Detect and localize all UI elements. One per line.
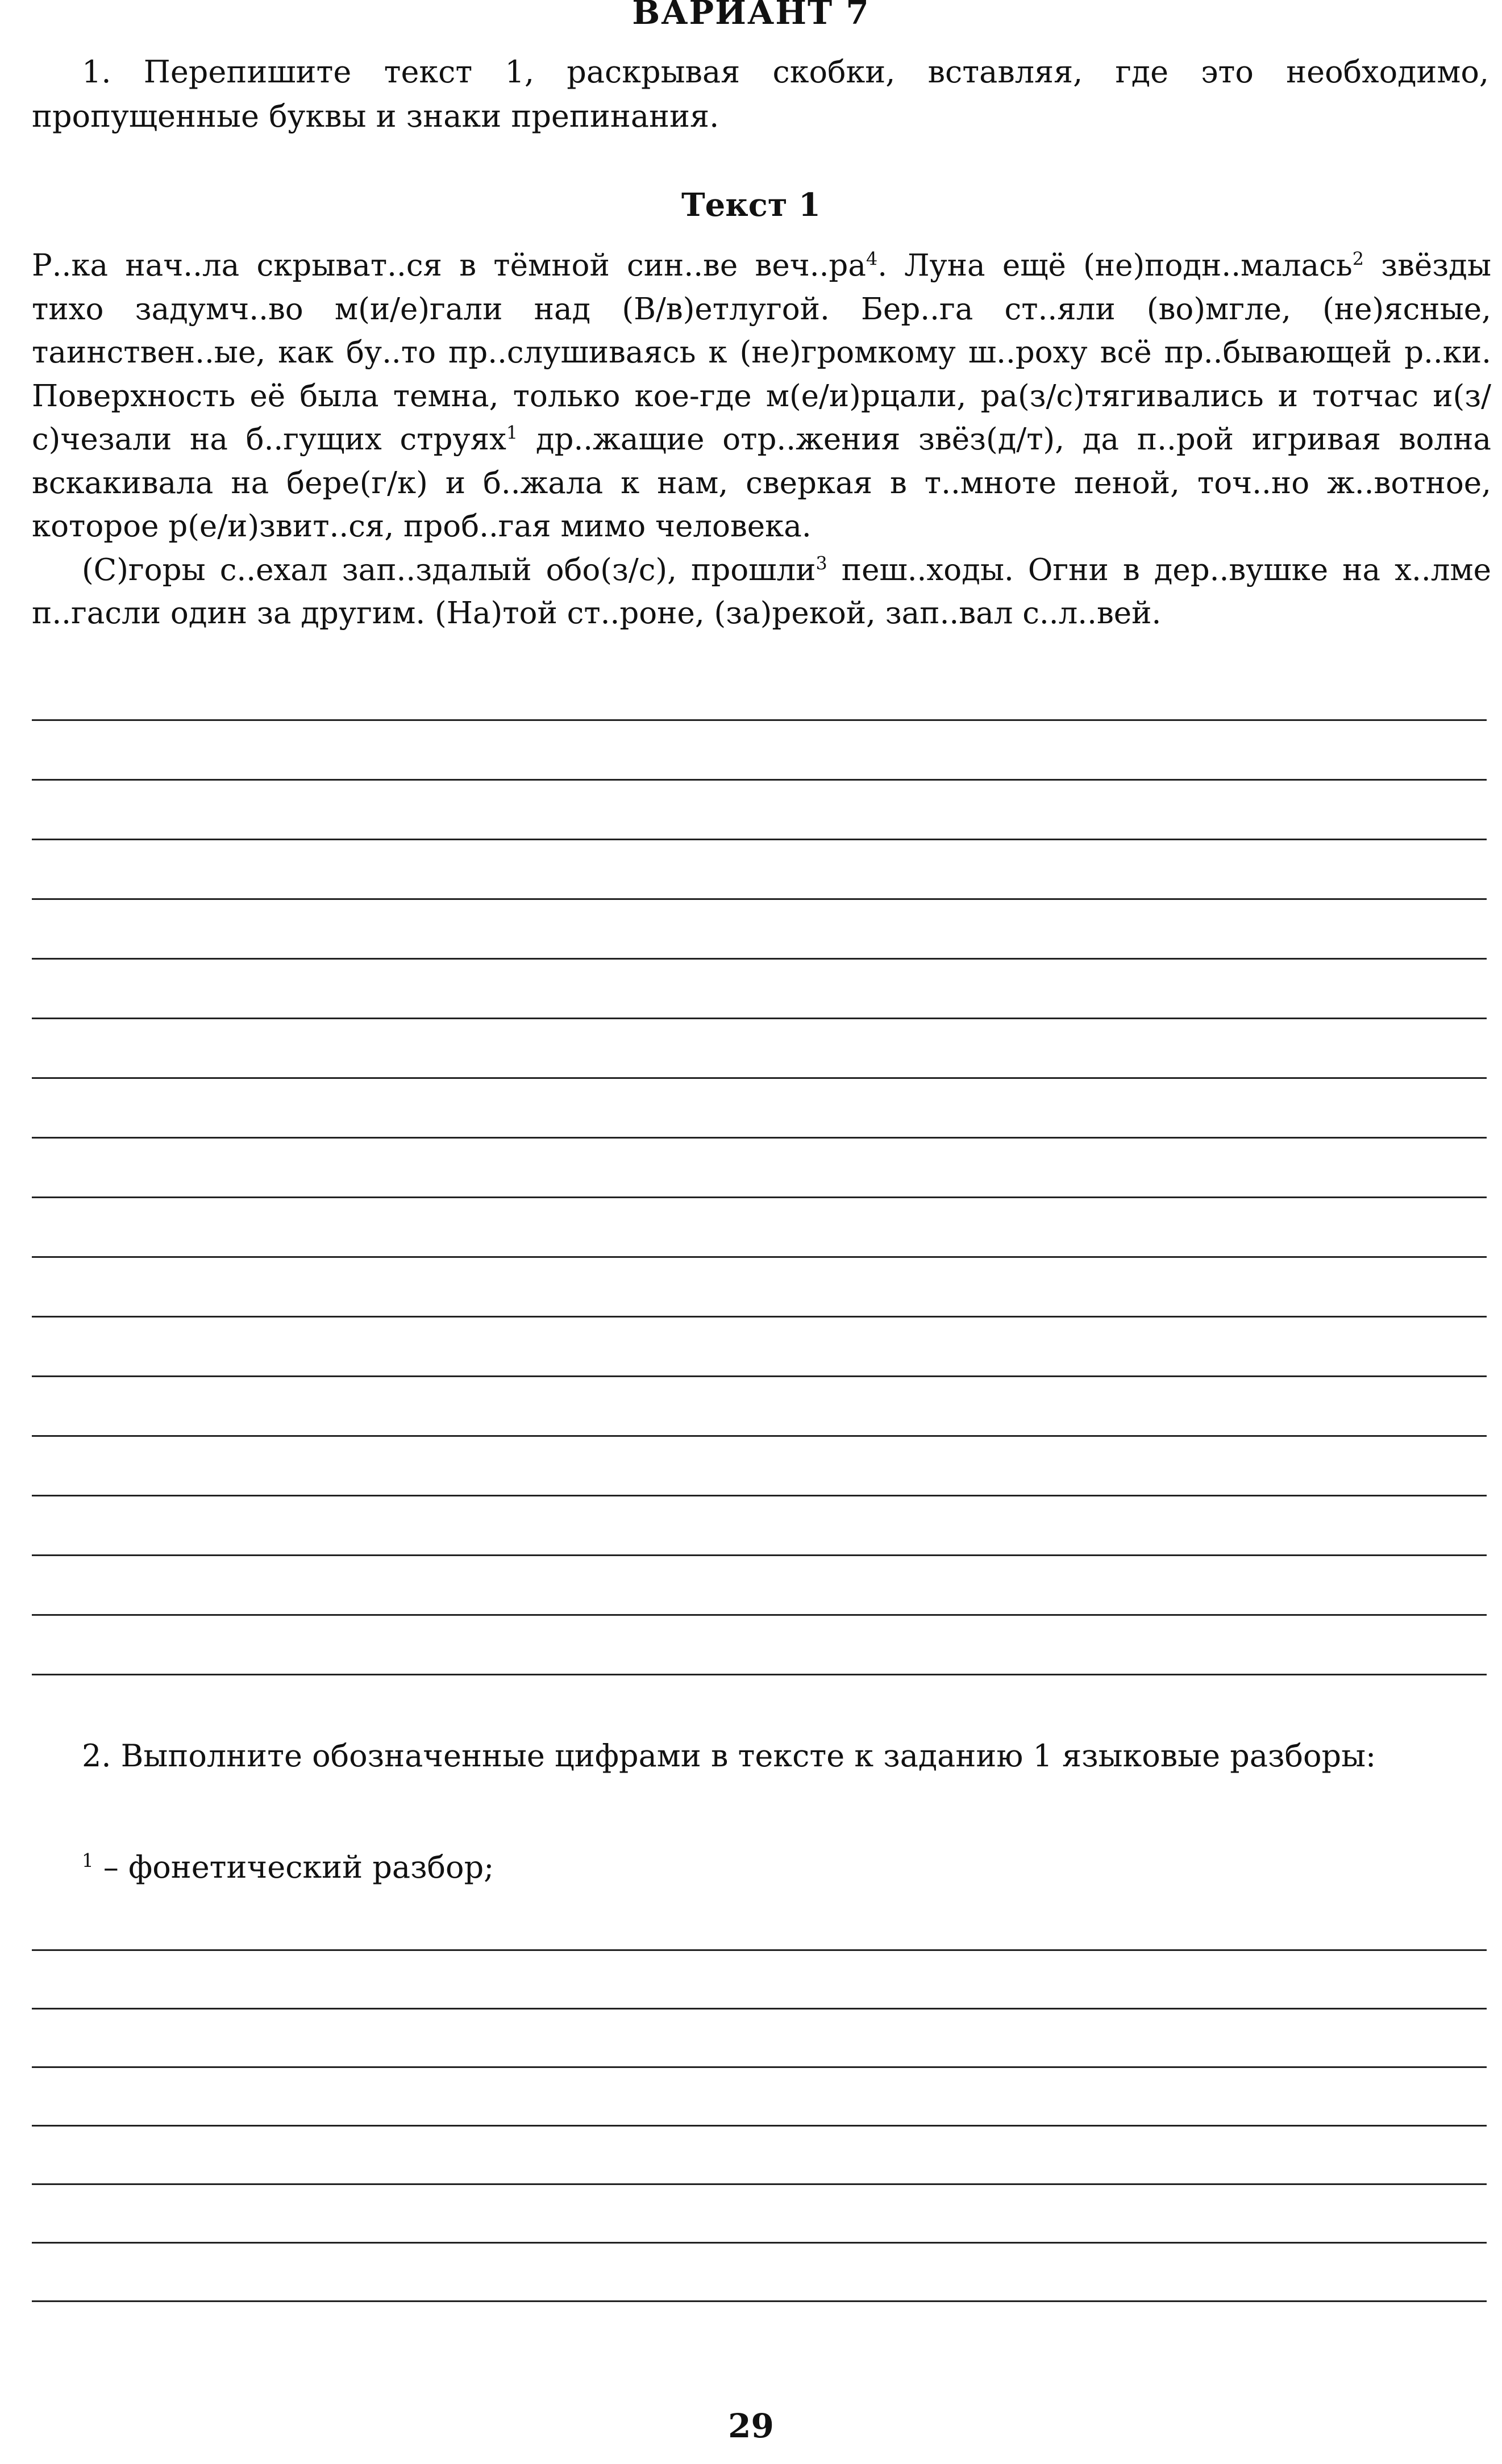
text-fragment: Р..ка нач..ла скрыват..ся в тёмной син..ве веч..ра <box>32 248 866 283</box>
answer-line[interactable] <box>32 958 1487 960</box>
task-1-instruction: 1. Перепишите текст 1, раскрывая скобки, вставляя, где это необходимо, пропущенные буквы и знаки препинания. <box>32 54 1489 134</box>
answer-line[interactable] <box>32 779 1487 781</box>
answer-line[interactable] <box>32 1949 1487 1951</box>
answer-line[interactable] <box>32 1077 1487 1079</box>
answer-line[interactable] <box>32 839 1487 840</box>
text-1-paragraph-1 <box>32 244 1491 549</box>
answer-line[interactable] <box>32 898 1487 900</box>
footnote-marker: 1 <box>82 1850 94 1871</box>
answer-line[interactable] <box>32 2242 1487 2244</box>
task-2-instruction: 2. Выполните обозначенные цифрами в тексте к заданию 1 языковые разборы: <box>82 1738 1376 1774</box>
answer-line[interactable] <box>32 1137 1487 1139</box>
text-fragment: пеш..ходы. Огни в дер..вушке на х..лме п..гасли один за другим. (На)той ст..роне, (за)рекой, зап..вал с..л..вей. <box>32 552 1491 631</box>
variant-title: ВАРИАНТ 7 <box>632 0 870 32</box>
text-1-paragraph-2 <box>32 549 1491 636</box>
answer-line[interactable] <box>32 1375 1487 1377</box>
text-fragment: . Луна ещё (не)подн..малась <box>877 248 1353 283</box>
text-1-body <box>32 244 1491 636</box>
text-fragment: (С)горы с..ехал зап..здалый обо(з/с), прошли <box>82 552 816 587</box>
answer-line[interactable] <box>32 1316 1487 1318</box>
footnote-marker: 3 <box>816 552 827 574</box>
answer-line[interactable] <box>32 1495 1487 1496</box>
answer-line[interactable] <box>32 1554 1487 1556</box>
footnote-marker: 1 <box>506 422 518 444</box>
footnote-marker: 4 <box>866 248 878 270</box>
answer-line[interactable] <box>32 1674 1487 1675</box>
answer-line[interactable] <box>32 2183 1487 2185</box>
subtask-label: – фонетический разбор; <box>93 1849 494 1885</box>
answer-line[interactable] <box>32 2125 1487 2127</box>
answer-line[interactable] <box>32 2300 1487 2302</box>
answer-line[interactable] <box>32 1018 1487 1019</box>
answer-line[interactable] <box>32 2066 1487 2068</box>
text-1-title: Текст 1 <box>681 186 821 224</box>
answer-line[interactable] <box>32 1614 1487 1616</box>
answer-line[interactable] <box>32 1435 1487 1437</box>
text-fragment: др..жащие отр..жения звёз(д/т), да п..рой игривая волна вскакивала на бере(г/к) и б..жала к нам, сверкая в т..мноте пеной, точ..но ж..вотное, которое р(е/и)звит..ся, проб..гая мимо человека. <box>32 422 1492 544</box>
task-2-subtask-phonetic <box>82 1845 494 1890</box>
page-number: 29 <box>728 2407 774 2445</box>
footnote-marker: 2 <box>1352 248 1364 270</box>
answer-line[interactable] <box>32 2008 1487 2009</box>
answer-line[interactable] <box>32 1256 1487 1258</box>
answer-line[interactable] <box>32 1196 1487 1198</box>
text-fragment: звёзды тихо задумч..во м(и/е)гали над (В/в)етлугой. Бер..га ст..яли (во)мгле, (не)ясные, таинствен..ые, как бу..то пр..слушиваясь к (не)громкому ш..роху всё пр..бывающей р..ки. Поверхность её была темна, только кое-где м(е/и)рцали, ра(з/с)тягивались и тотчас и(з/с)чезали на б..гущих струях <box>32 248 1491 457</box>
answer-line[interactable] <box>32 719 1487 721</box>
